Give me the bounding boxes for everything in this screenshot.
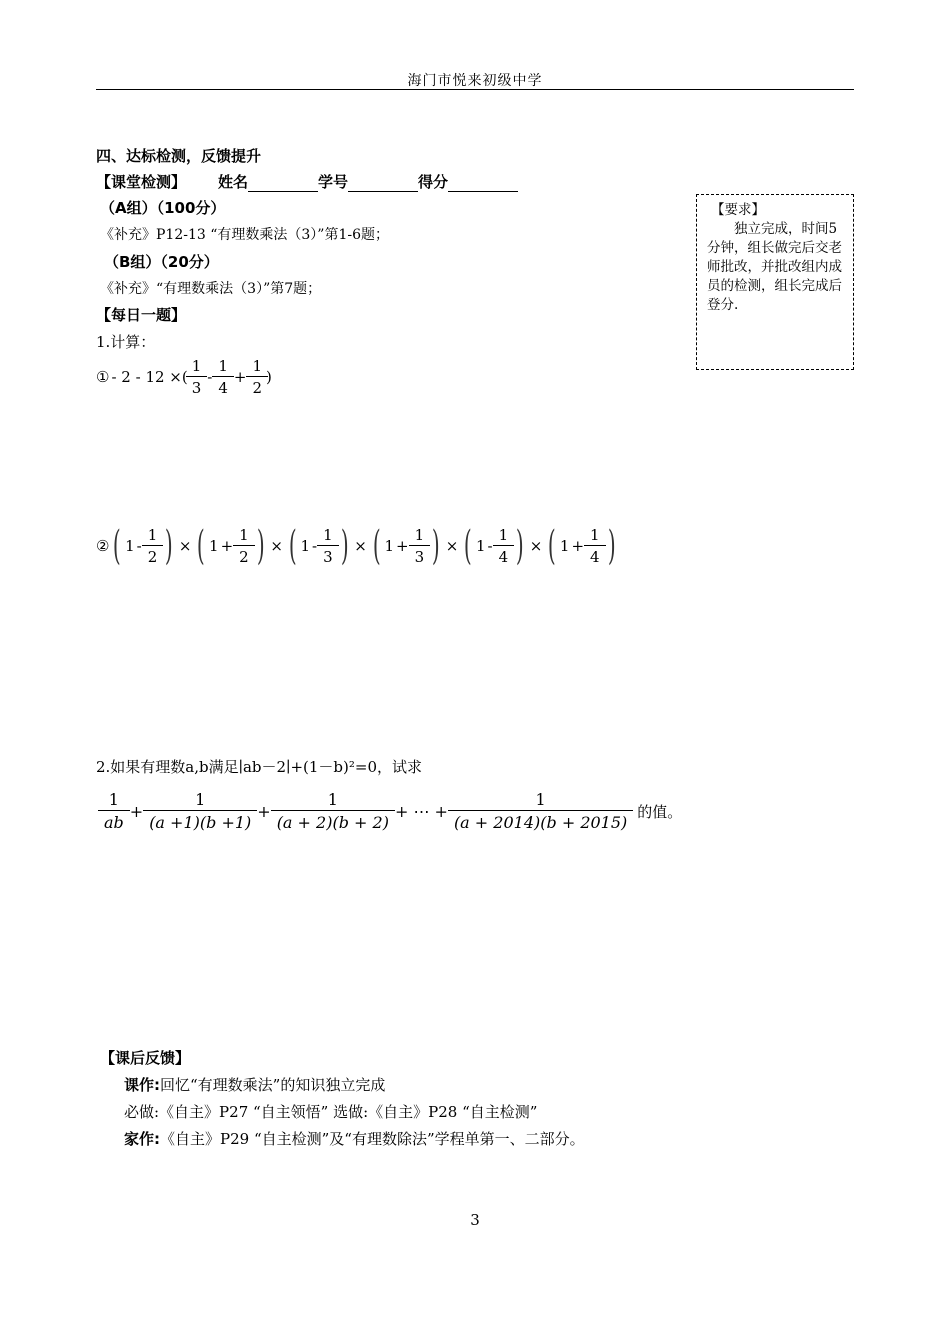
fraction: $\frac{1}{(a + 2014)(b + 2015)}$ <box>451 790 630 832</box>
factor-group: ( 1 + $\frac{1}{2}$ ) <box>197 523 265 569</box>
fraction: $\frac{1}{3}$ <box>320 526 336 566</box>
q1b-expression <box>96 523 619 569</box>
factor-group: ( 1 - $\frac{1}{3}$ ) <box>288 523 349 569</box>
name-blank[interactable] <box>248 175 318 192</box>
fraction: $\frac{1}{3}$ <box>189 357 205 397</box>
right-paren: ) <box>432 523 440 569</box>
requirement-title: 【要求】 <box>711 202 765 218</box>
fraction: $\frac{1}{2}$ <box>145 526 161 566</box>
group-a-title: （A组）（100分） <box>100 199 226 217</box>
score-label: 得分 <box>418 173 449 191</box>
feedback-label: 【课后反馈】 <box>100 1049 191 1067</box>
name-label: 姓名 <box>218 173 249 191</box>
times-sign: × <box>270 537 283 555</box>
q1-label: 1.计算： <box>96 333 156 351</box>
must-do-line: 必做:《自主》P27 “自主领悟” 选做:《自主》P28 “自主检测” <box>124 1103 538 1121</box>
factor-group: ( 1 + $\frac{1}{3}$ ) <box>372 523 440 569</box>
left-paren: ( <box>372 523 381 569</box>
score-blank[interactable] <box>448 175 518 192</box>
q1b-mark: ② <box>96 537 110 555</box>
times-sign: × <box>178 537 192 555</box>
factor-group: ( 1 - $\frac{1}{2}$ ) <box>113 523 173 569</box>
fraction: $\frac{1}{3}$ <box>412 526 428 566</box>
times-sign: × <box>529 537 543 555</box>
classroom-test-label: 【课堂检测】 <box>96 173 187 191</box>
factor-group: ( 1 + $\frac{1}{4}$ ) <box>548 523 616 569</box>
section-title: 四、达标检测，反馈提升 <box>96 147 262 165</box>
q1a-expression: ① - 2 - 12 ×( $\frac{1}{3}$ - $\frac{1}{4}$ + $\frac{1}{2}$ ) <box>96 357 272 397</box>
requirement-box <box>696 194 854 370</box>
page-number: 3 <box>470 1211 480 1229</box>
factor-group: ( 1 - $\frac{1}{4}$ ) <box>464 523 524 569</box>
times-sign: × <box>445 537 459 555</box>
fraction: $\frac{1}{4}$ <box>496 526 512 566</box>
fraction: $\frac{1}{(a + 2)(b + 2)}$ <box>274 790 392 832</box>
right-paren: ) <box>340 523 349 569</box>
homework-line: 课作:回忆“有理数乘法”的知识独立完成 <box>124 1076 386 1094</box>
group-a-content: 《补充》P12-13 “有理数乘法（3）”第1-6题； <box>100 227 389 243</box>
fraction: $\frac{1}{ab}$ <box>101 790 127 832</box>
left-paren: ( <box>113 523 122 569</box>
left-paren: ( <box>548 523 557 569</box>
fraction: $\frac{1}{2}$ <box>249 357 265 397</box>
q2-text: 2.如果有理数a,b满足∣ab－2∣+(1－b)²=0，试求 <box>96 758 422 776</box>
requirement-text: 独立完成，时间5分钟，组长做完后交老师批改，并批改组内成员的检测，组长完成后登分. <box>707 221 842 313</box>
group-b-title: （B组）（20分） <box>104 253 219 271</box>
fraction: $\frac{1}{(a +1)(b +1)}$ <box>146 790 254 832</box>
left-paren: ( <box>197 523 206 569</box>
classroom-test-line <box>96 171 518 192</box>
fraction: $\frac{1}{4}$ <box>587 526 603 566</box>
id-label: 学号 <box>318 173 349 191</box>
q1a-mark: ① <box>96 368 110 386</box>
right-paren: ) <box>256 523 265 569</box>
header-divider <box>96 89 854 90</box>
right-paren: ) <box>165 523 173 569</box>
right-paren: ) <box>607 523 616 569</box>
fraction: $\frac{1}{2}$ <box>236 526 252 566</box>
right-paren: ) <box>516 523 524 569</box>
school-header: 海门市悦来初级中学 <box>407 73 543 89</box>
left-paren: ( <box>464 523 473 569</box>
daily-label: 【每日一题】 <box>96 306 187 324</box>
left-paren: ( <box>288 523 297 569</box>
times-sign: × <box>354 537 367 555</box>
fraction: $\frac{1}{4}$ <box>215 357 231 397</box>
q1a-prefix: - 2 - 12 ×( <box>111 368 188 386</box>
q2-expression: $\frac{1}{ab}$ + $\frac{1}{(a +1)(b +1)}$ + $\frac{1}{(a + 2)(b + 2)}$ + ⋯ + $\frac{1}{(a + 2014)(b + 2015)}$ 的值。 <box>100 790 682 832</box>
group-b-content: 《补充》“有理数乘法（3）”第7题； <box>100 281 322 297</box>
home-line: 家作:《自主》P29 “自主检测”及“有理数除法”学程单第一、二部分。 <box>124 1130 585 1148</box>
id-blank[interactable] <box>348 175 418 192</box>
